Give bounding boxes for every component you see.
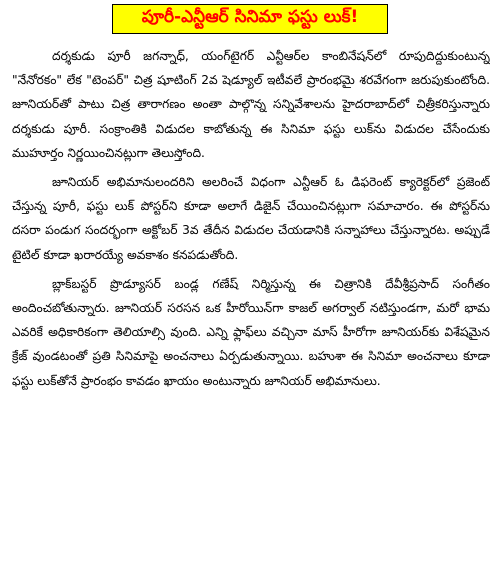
headline-banner xyxy=(112,4,388,34)
paragraph-2: జూనియర్ అభిమానులందరిని అలరించే విధంగా ఎన్టీఆర్ ఓ డిఫరెంట్ క్యారెక్టర్‌లో ప్రజెంట్ చేస్తున్న పూరీ, ఫస్టు లుక్ పోస్టర్‌ని కూడా అలాగే డిజైన్ చేయించినట్లుగా సమాచారం. ఈ పోస్టర్‌ను దసరా పండుగ సందర్భంగా అక్టోబర్ 3వ తేదీన విడుదల చేయడానికి సన్నాహాలు చేస్తున్నారట. అప్పుడే టైటిల్ కూడా ఖరారయ్యే అవకాశం కనపడుతోంది. xyxy=(12,175,490,262)
paragraph-1: దర్శకుడు పూరీ జగన్నాధ్, యంగ్‌టైగర్ ఎన్టీఆర్‌ల కాంబినేషన్‌లో రూపుదిద్దుకుంటున్న "నేనోరకం" లేక "టెంపర్" చిత్ర షూటింగ్ 2వ షెడ్యూల్ ఇటీవలే ప్రారంభమై శరవేగంగా జరుపుకుంటోంది. జూనియర్‌తో పాటు చిత్ర తారాగణం అంతా పాల్గొన్న సన్నివేశాలను హైదరాబాద్‌లో చిత్రీకరిస్తున్నారు దర్శకుడు పూరీ. సంక్రాంతికి విడుదల కాబోతున్న ఈ సినిమా ఫస్టు లుక్‌ను విడుదల చేసేందుకు ముహూర్తం నిర్ణయించినట్లుగా తెలుస్తోంది. xyxy=(12,49,490,160)
headline: పూరీ-ఎన్టీఆర్ సినిమా ఫస్టు లుక్! xyxy=(141,7,359,27)
article-body xyxy=(12,44,490,580)
paragraph-3: బ్లాక్‌బస్టర్ ప్రొడ్యూసర్ బండ్ల గణేష్ నిర్మిస్తున్న ఈ చిత్రానికి దేవీశ్రీప్రసాద్ సంగీతం అందించబోతున్నారు. జూనియర్ సరసన ఒక హీరోయిన్‌గా కాజల్ అగర్వాల్ నటిస్తుండగా, మరో భామ ఎవరికే అధికారికంగా తెలియాల్సి వుంది. ఎన్ని ఫ్లాఫ్‌లు వచ్చినా మాస్ హీరోగా జూనియర్‌కు విశేషమైన క్రేజ్ వుండటంతో ప్రతి సినిమాపై అంచనాలు ఏర్పడుతున్నాయి. బహుశా ఈ సినిమా అంచనాలు కూడా ఫస్టు లుక్‌తోనే ప్రారంభం కావడం ఖాయం అంటున్నారు జూనియర్ అభిమానులు. xyxy=(12,276,490,388)
